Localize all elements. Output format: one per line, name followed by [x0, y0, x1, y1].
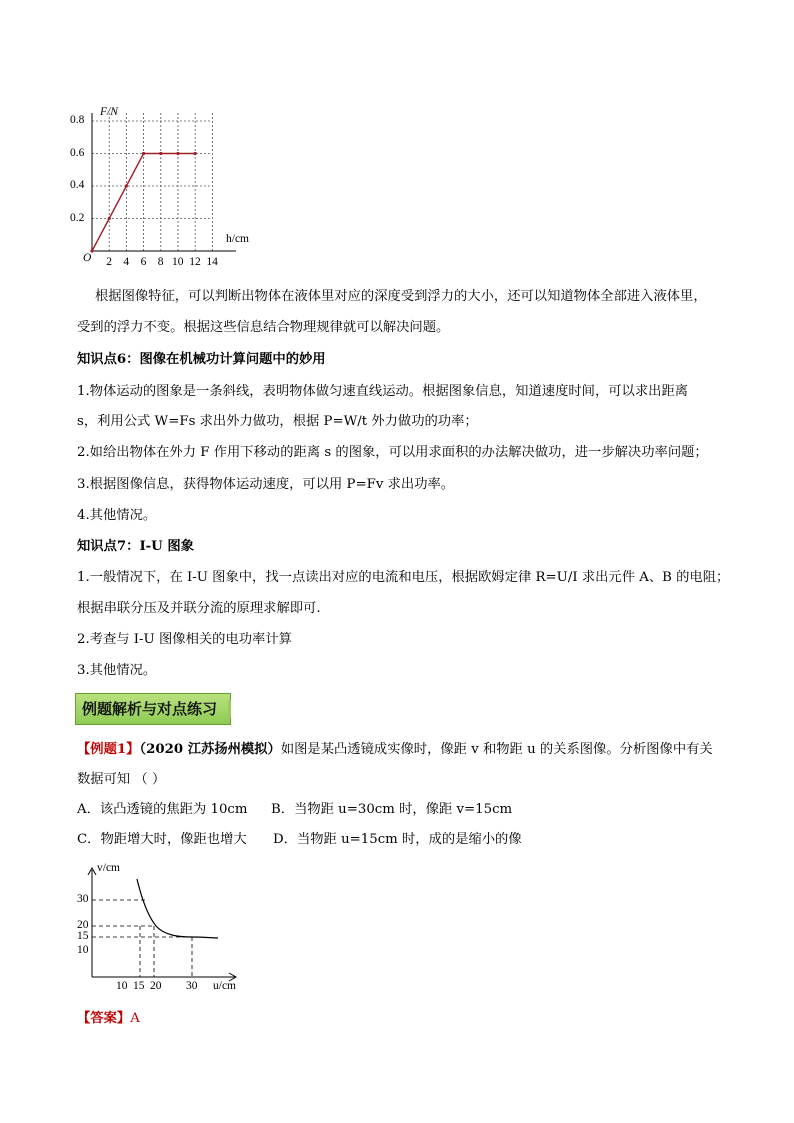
chart1-origin: O: [83, 252, 92, 264]
kp7-item-3: 3.其他情况。: [77, 663, 157, 678]
chart2-curve: [137, 879, 218, 938]
chart2-xtick-label: 10: [116, 980, 128, 992]
option-c: C．物距增大时，像距也增大: [77, 832, 247, 847]
kp7-item-1b: 根据串联分压及并联分流的原理求解即可.: [77, 601, 321, 616]
option-d: D．当物距 u=15cm 时，成的是缩小的像: [273, 832, 522, 847]
example-1-question-b: 数据可知 （ ）: [77, 772, 166, 787]
chart1-xtick-label: 6: [140, 256, 147, 268]
kp6-item-1b: s，利用公式 W=Fs 求出外力做功，根据 P=W/t 外力做功的功率；: [77, 414, 478, 429]
paragraph-1-line-1: 根据图像特征，可以判断出物体在液体里对应的深度受到浮力的大小，还可以知道物体全部进入液体里，: [95, 289, 707, 304]
buoyancy-chart: [78, 100, 278, 275]
chart1-xlabel: h/cm: [226, 233, 249, 245]
chart1-ytick-label: 0.4: [70, 179, 85, 191]
chart1-xtick-label: 14: [206, 256, 218, 268]
example-1-line-1: [77, 741, 713, 759]
section-banner: 例题解析与对点练习: [75, 693, 231, 725]
kp7-item-2: 2.考查与 I-U 图像相关的电功率计算: [77, 632, 292, 647]
chart1-axes: [92, 113, 236, 251]
knowledge-point-7-title: 知识点7：I-U 图象: [77, 539, 194, 554]
chart1-xtick-label: 10: [172, 256, 184, 268]
chart1-point: [194, 152, 197, 155]
example-1-tag: 【例题1】: [77, 742, 140, 757]
chart2-xtick-label: 20: [150, 980, 162, 992]
example-1-source: （2020 江苏扬州模拟）: [139, 742, 281, 757]
chart1-xtick-label: 4: [123, 256, 130, 268]
knowledge-point-6-title: 知识点6：图像在机械功计算问题中的妙用: [77, 352, 326, 367]
answer-value: A: [130, 1011, 140, 1026]
chart1-xtick-label: 12: [189, 256, 201, 268]
chart1-point: [125, 184, 128, 187]
kp6-item-2: 2.如给出物体在外力 F 作用下移动的距离 s 的图象，可以用求面积的办法解决做功，进一步解决功率问题；: [77, 445, 708, 460]
banner-tick: [228, 700, 231, 718]
chart2-xlabel: u/cm: [213, 980, 236, 992]
kp6-item-3: 3.根据图像信息，获得物体运动速度，可以用 P=Fv 求出功率。: [77, 477, 455, 492]
option-b: B．当物距 u=30cm 时，像距 v=15cm: [271, 802, 513, 817]
lens-chart: [70, 860, 250, 990]
answer-tag: 【答案】: [77, 1011, 131, 1026]
kp6-item-4: 4.其他情况。: [77, 508, 157, 523]
chart1-point: [176, 152, 179, 155]
chart2-ytick-label: 20: [77, 919, 89, 931]
example-1-question-a: 如图是某凸透镜成实像时，像距 v 和物距 u 的关系图像。分析图像中有关: [280, 742, 713, 757]
chart2-xtick-label: 15: [133, 980, 145, 992]
chart1-point: [108, 217, 111, 220]
chart2-axes: [88, 868, 236, 981]
paragraph-1-line-2: 受到的浮力不变。根据这些信息结合物理规律就可以解决问题。: [77, 320, 450, 335]
chart2-ytick-label: 10: [77, 944, 89, 956]
kp6-item-1a: 1.物体运动的图象是一条斜线，表明物体做匀速直线运动。根据图象信息，知道速度时间，可以求出距离: [77, 384, 689, 399]
chart2-ylabel: v/cm: [97, 862, 120, 874]
chart1-grid: [92, 113, 212, 251]
chart1-point: [159, 152, 162, 155]
chart1-xtick-label: 2: [106, 256, 112, 268]
chart2-ytick-label: 30: [77, 893, 89, 905]
chart2-xtick-label: 30: [186, 980, 198, 992]
option-a: A．该凸透镜的焦距为 10cm: [77, 802, 248, 817]
chart1-point: [142, 152, 145, 155]
kp7-item-1a: 1.一般情况下，在 I-U 图象中，找一点读出对应的电流和电压，根据欧姆定律 R=U/I 求出元件 A、B 的电阻；: [77, 570, 730, 585]
chart1-ytick-label: 0.8: [70, 114, 85, 126]
chart1-ylabel: F/N: [100, 106, 118, 118]
chart1-xtick-label: 8: [157, 256, 164, 268]
chart2-guides: [92, 900, 192, 977]
chart1-ytick-label: 0.6: [70, 146, 85, 159]
chart1-ytick-label: 0.2: [70, 211, 85, 224]
chart2-ytick-label: 15: [77, 930, 89, 942]
answer-line: [77, 1010, 140, 1028]
